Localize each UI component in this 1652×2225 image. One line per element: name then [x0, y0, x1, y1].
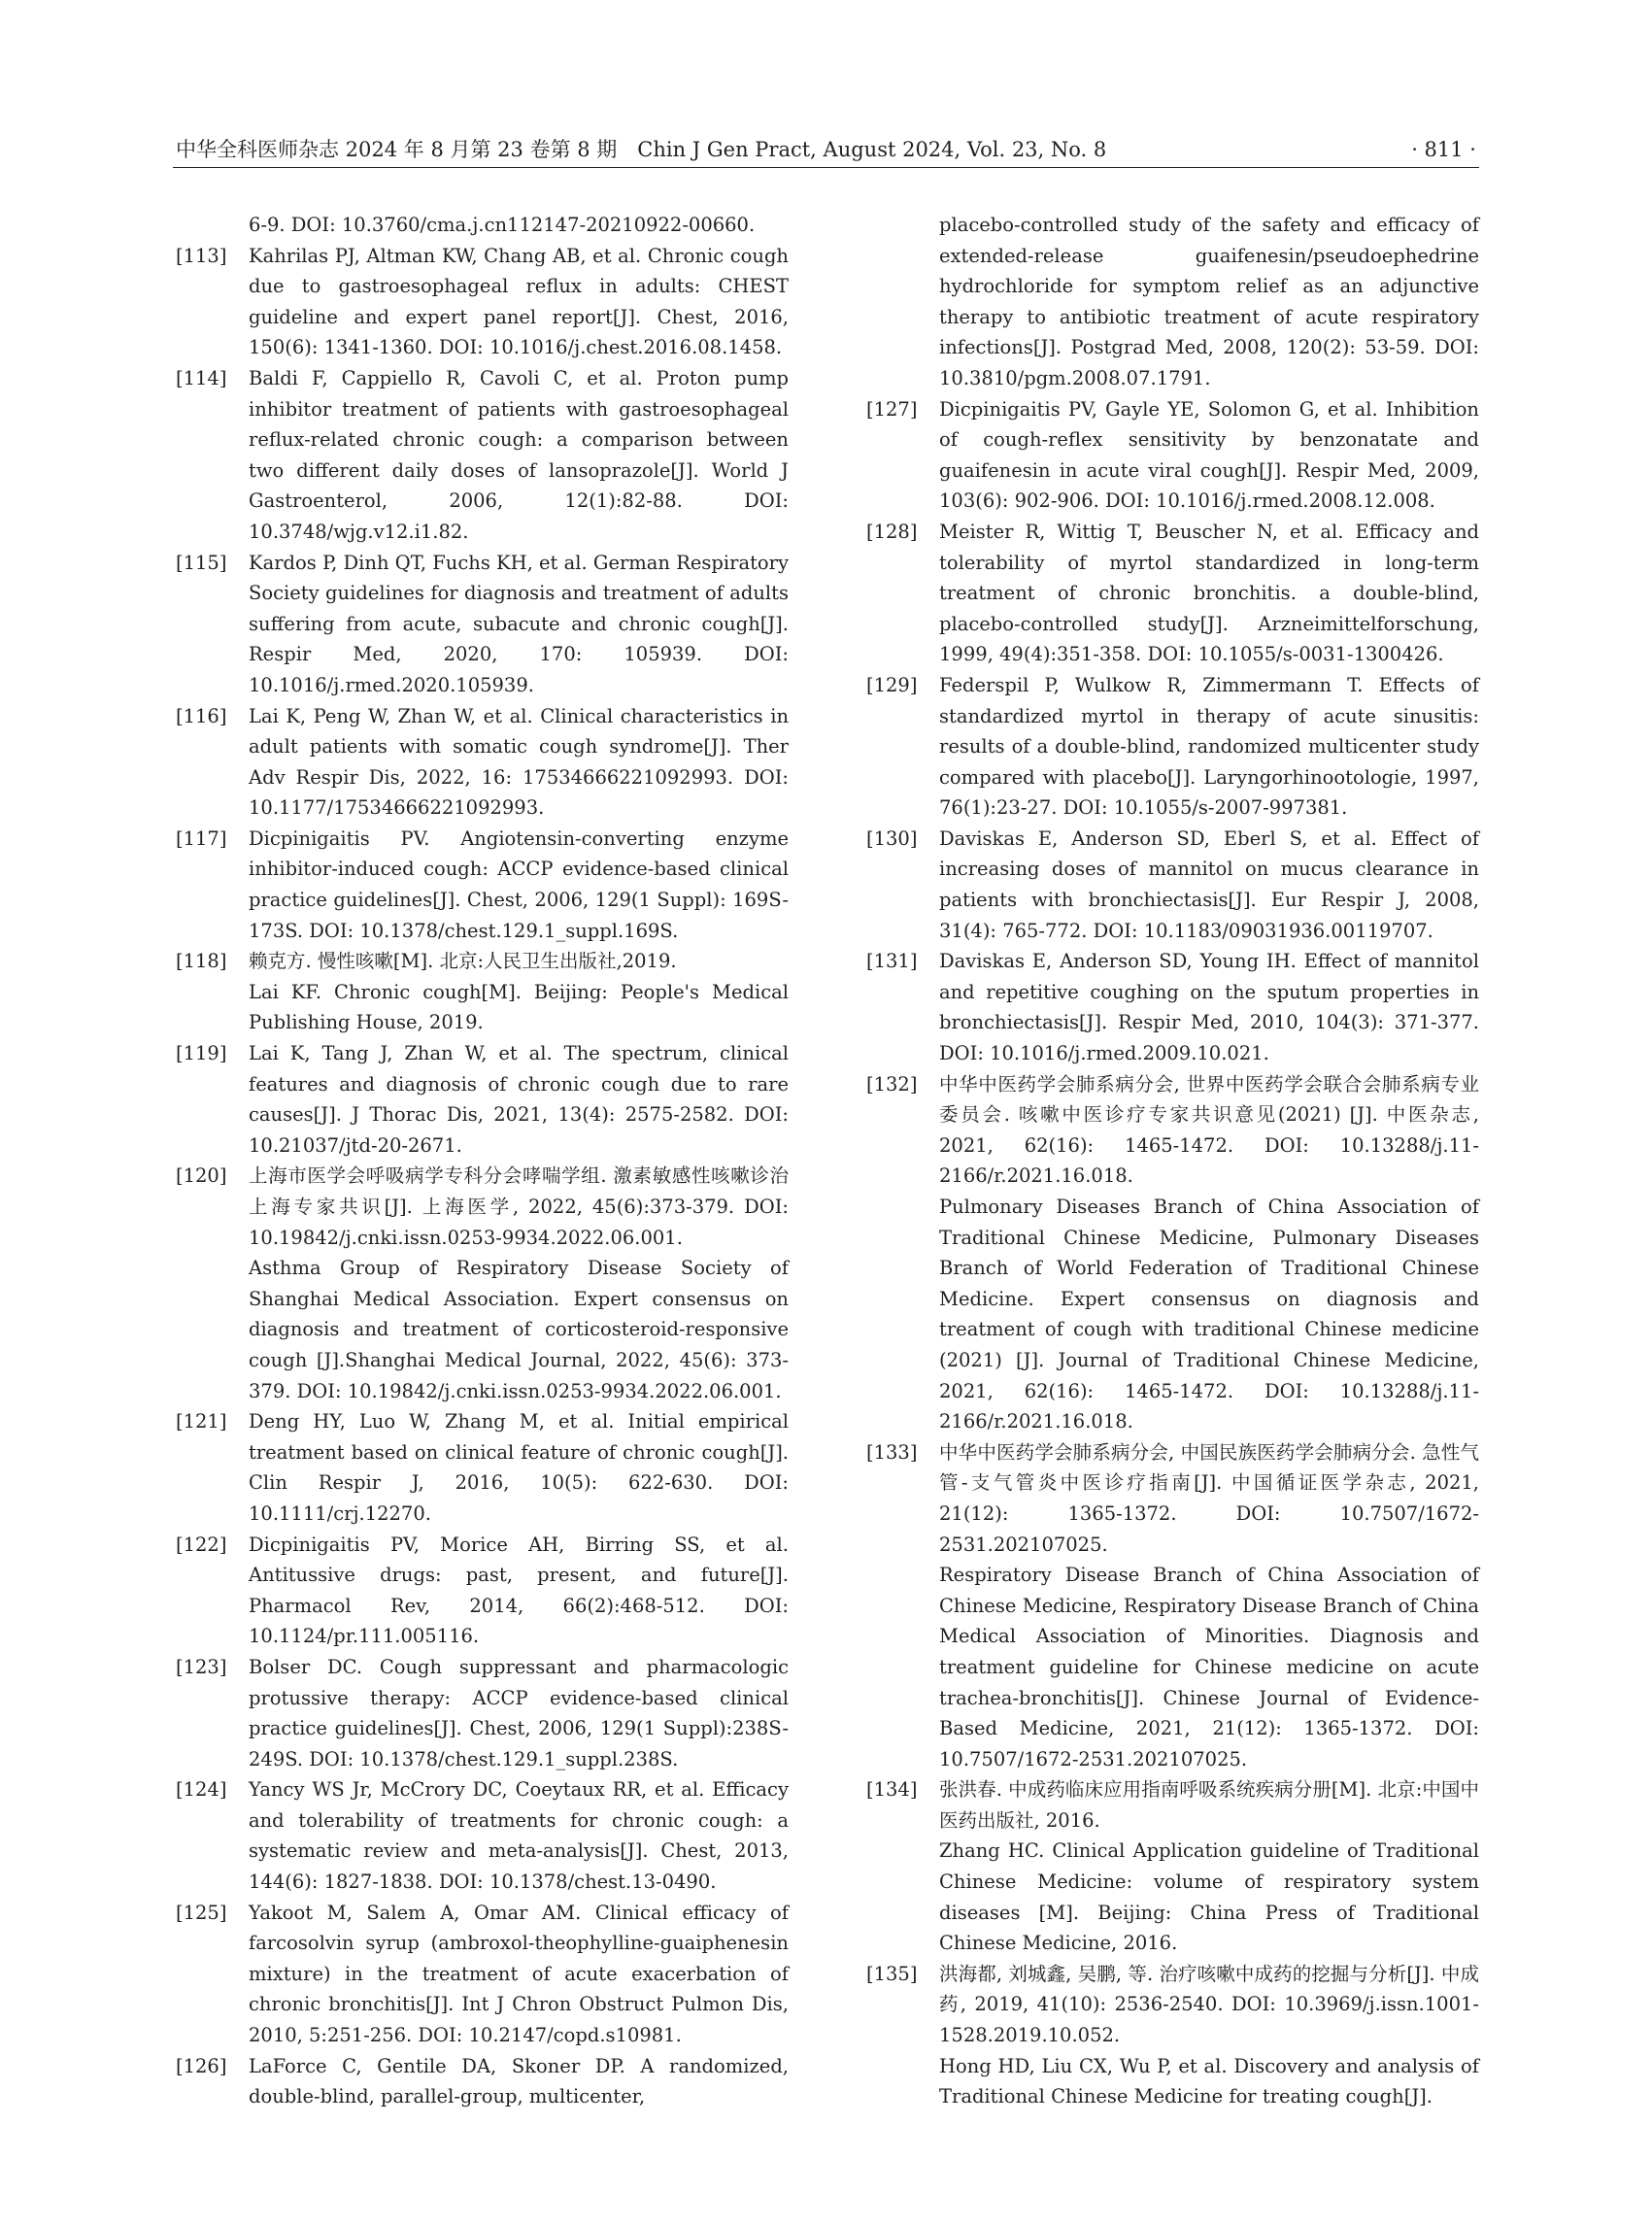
reference-item	[173, 548, 789, 701]
reference-item	[173, 1774, 789, 1897]
reference-item	[173, 210, 789, 241]
reference-number: [131]	[866, 950, 918, 973]
reference-text: 洪海都, 刘城鑫, 吴鹏, 等. 治疗咳嗽中成药的挖掘与分析[J]. 中成药, 2019, 41(10): 2536-2540. DOI: 10.3969/j.issn.1001-1528.2019.10.052.	[939, 1962, 1479, 2047]
reference-number: [119]	[176, 1042, 227, 1065]
reference-text: Bolser DC. Cough suppressant and pharmacologic protussive therapy: ACCP evidence-based clinical practice guidelines[J]. Chest, 2006, 129(1 Suppl):238S-249S. DOI: 10.1378/chest.129.1_suppl.238S.	[249, 1655, 789, 1770]
reference-item	[173, 1161, 789, 1406]
reference-number: [129]	[866, 673, 918, 696]
reference-text: Daviskas E, Anderson SD, Young IH. Effect of mannitol and repetitive coughing on the sputum properties in bronchiectasis[J]. Respir Med, 2010, 104(3): 371-377. DOI: 10.1016/j.rmed.2009.10.021.	[939, 950, 1479, 1065]
reference-number: [126]	[176, 2054, 227, 2077]
reference-item	[173, 701, 789, 824]
reference-text: Dicpinigaitis PV. Angiotensin-converting enzyme inhibitor-induced cough: ACCP evidence-based clinical practice guidelines[J]. Chest, 2006, 129(1 Suppl): 169S-173S. DOI: 10.1378/chest.129.1_suppl.169S.	[249, 826, 789, 942]
page-number: · 811 ·	[1411, 138, 1476, 161]
reference-text: Yakoot M, Salem A, Omar AM. Clinical efficacy of farcosolvin syrup (ambroxol-theophylline-guaiphenesin mixture) in the treatment of acute exacerbation of chronic bronchitis[J]. Int J Chron Obstruct Pulmon Dis, 2010, 5:251-256. DOI: 10.2147/copd.s10981.	[249, 1901, 789, 2047]
reference-text: Asthma Group of Respiratory Disease Society of Shanghai Medical Association. Expert consensus on diagnosis and treatment of corticosteroid-responsive cough [J].Shanghai Medical Journal, 2022, 45(6): 373-379. DOI: 10.19842/j.cnki.issn.0253-9934.2022.06.001.	[249, 1257, 789, 1402]
references-left-column	[173, 210, 789, 2112]
reference-text: Zhang HC. Clinical Application guideline of Traditional Chinese Medicine: volume of respiratory system diseases [M]. Beijing: China Press of Traditional Chinese Medicine, 2016.	[939, 1839, 1479, 1955]
reference-text: Lai K, Tang J, Zhan W, et al. The spectrum, clinical features and diagnosis of chronic cough due to rare causes[J]. J Thorac Dis, 2021, 13(4): 2575-2582. DOI: 10.21037/jtd-20-2671.	[249, 1042, 789, 1157]
reference-text: Federspil P, Wulkow R, Zimmermann T. Effects of standardized myrtol in therapy of acute sinusitis: results of a double-blind, randomized multicenter study compared with placebo[J]. Laryngorhinootologie, 1997, 76(1):23-27. DOI: 10.1055/s-2007-997381.	[939, 673, 1479, 820]
reference-text: 赖克方. 慢性咳嗽[M]. 北京:人民卫生出版社,2019.	[249, 950, 677, 973]
reference-number: [127]	[866, 397, 918, 421]
journal-citation: 中华全科医师杂志 2024 年 8 月第 23 卷第 8 期 Chin J Gen Pract, August 2024, Vol. 23, No. 8	[176, 138, 1107, 161]
reference-text: LaForce C, Gentile DA, Skoner DP. A randomized, double-blind, parallel-group, multicenter,	[249, 2054, 789, 2108]
references-right-column	[863, 210, 1479, 2112]
reference-number: [117]	[176, 826, 227, 850]
reference-number: [118]	[176, 950, 227, 973]
reference-text: Meister R, Wittig T, Beuscher N, et al. Efficacy and tolerability of myrtol standardized in long-term treatment of chronic bronchitis. a double-blind, placebo-controlled study[J]. Arzneimittelforschung, 1999, 49(4):351-358. DOI: 10.1055/s-0031-1300426.	[939, 520, 1479, 666]
reference-text: Lai K, Peng W, Zhan W, et al. Clinical characteristics in adult patients with somatic cough syndrome[J]. Ther Adv Respir Dis, 2022, 16: 17534666221092993. DOI: 10.1177/17534666221092993.	[249, 704, 789, 820]
reference-item	[173, 946, 789, 1038]
reference-text: Baldi F, Cappiello R, Cavoli C, et al. Proton pump inhibitor treatment of patients with gastroesophageal reflux-related chronic cough: a comparison between two different daily doses of lansoprazole[J]. World J Gastroenterol, 2006, 12(1):82-88. DOI: 10.3748/wjg.v12.i1.82.	[249, 366, 789, 543]
reference-item	[173, 1652, 789, 1774]
reference-item	[173, 363, 789, 548]
reference-item	[173, 241, 789, 363]
reference-number: [135]	[866, 1962, 918, 1985]
reference-text: Deng HY, Luo W, Zhang M, et al. Initial empirical treatment based on clinical feature of chronic cough[J]. Clin Respir J, 2016, 10(5): 622-630. DOI: 10.1111/crj.12270.	[249, 1410, 789, 1525]
reference-number: [115]	[176, 551, 227, 574]
reference-item	[863, 824, 1479, 946]
reference-text: Yancy WS Jr, McCrory DC, Coeytaux RR, et al. Efficacy and tolerability of treatments for chronic cough: a systematic review and meta-analysis[J]. Chest, 2013, 144(6): 1827-1838. DOI: 10.1378/chest.13-0490.	[249, 1778, 789, 1894]
reference-number: [113]	[176, 244, 227, 267]
reference-number: [125]	[176, 1901, 227, 1924]
reference-text: Hong HD, Liu CX, Wu P, et al. Discovery and analysis of Traditional Chinese Medicine for treating cough[J].	[939, 2054, 1479, 2108]
reference-text: 6-9. DOI: 10.3760/cma.j.cn112147-20210922-00660.	[249, 214, 756, 236]
reference-item	[173, 2051, 789, 2112]
reference-text: Lai KF. Chronic cough[M]. Beijing: People's Medical Publishing House, 2019.	[249, 980, 789, 1034]
reference-number: [120]	[176, 1164, 227, 1188]
reference-number: [130]	[866, 826, 918, 850]
reference-item	[863, 670, 1479, 824]
reference-number: [121]	[176, 1410, 227, 1433]
reference-number: [133]	[866, 1440, 918, 1464]
reference-text: Dicpinigaitis PV, Morice AH, Birring SS, et al. Antitussive drugs: past, present, and future[J]. Pharmacol Rev, 2014, 66(2):468-512. DOI: 10.1124/pr.111.005116.	[249, 1533, 789, 1648]
reference-item	[173, 1898, 789, 2051]
reference-item	[863, 517, 1479, 670]
reference-number: [116]	[176, 704, 227, 727]
reference-text: Kahrilas PJ, Altman KW, Chang AB, et al. Chronic cough due to gastroesophageal reflux in adults: CHEST guideline and expert panel report[J]. Chest, 2016, 150(6): 1341-1360. DOI: 10.1016/j.chest.2016.08.1458.	[249, 244, 789, 359]
reference-text: 中华中医药学会肺系病分会, 中国民族医药学会肺病分会. 急性气管-支气管炎中医诊疗指南[J]. 中国循证医学杂志, 2021, 21(12): 1365-1372. DOI: 10.7507/1672-2531.202107025.	[939, 1440, 1479, 1556]
reference-item	[863, 946, 1479, 1068]
reference-item	[173, 824, 789, 946]
reference-text: Daviskas E, Anderson SD, Eberl S, et al. Effect of increasing doses of mannitol on mucus clearance in patients with bronchiectasis[J]. Eur Respir J, 2008, 31(4): 765-772. DOI: 10.1183/09031936.00119707.	[939, 826, 1479, 942]
running-header	[173, 132, 1479, 168]
reference-text: Kardos P, Dinh QT, Fuchs KH, et al. German Respiratory Society guidelines for diagnosis and treatment of adults suffering from acute, subacute and chronic cough[J]. Respir Med, 2020, 170: 105939. DOI: 10.1016/j.rmed.2020.105939.	[249, 551, 789, 696]
reference-item	[863, 1069, 1479, 1437]
reference-item	[863, 1959, 1479, 2112]
reference-number: [122]	[176, 1533, 227, 1556]
reference-item	[173, 1406, 789, 1529]
reference-number: [128]	[866, 520, 918, 543]
reference-text: 中华中医药学会肺系病分会, 世界中医药学会联合会肺系病专业委员会. 咳嗽中医诊疗专家共识意见(2021) [J]. 中医杂志, 2021, 62(16): 1465-1472. DOI: 10.13288/j.11-2166/r.2021.16.018.	[939, 1072, 1479, 1188]
reference-item	[173, 1530, 789, 1652]
reference-item	[173, 1038, 789, 1161]
reference-text: 张洪春. 中成药临床应用指南呼吸系统疾病分册[M]. 北京:中国中医药出版社, 2016.	[939, 1778, 1479, 1832]
reference-number: [134]	[866, 1778, 918, 1802]
reference-item	[863, 1437, 1479, 1775]
reference-number: [132]	[866, 1072, 918, 1096]
reference-number: [123]	[176, 1655, 227, 1678]
reference-number: [114]	[176, 366, 227, 389]
reference-text: placebo-controlled study of the safety and efficacy of extended-release guaifenesin/pseudoephedrine hydrochloride for symptom relief as an adjunctive therapy to antibiotic treatment of acute respiratory infections[J]. Postgrad Med, 2008, 120(2): 53-59. DOI: 10.3810/pgm.2008.07.1791.	[939, 214, 1479, 389]
reference-text: Pulmonary Diseases Branch of China Association of Traditional Chinese Medicine, Pulmonary Diseases Branch of World Federation of Traditional Chinese Medicine. Expert consensus on diagnosis and treatment of cough with traditional Chinese medicine (2021) [J]. Journal of Traditional Chinese Medicine, 2021, 62(16): 1465-1472. DOI: 10.13288/j.11-2166/r.2021.16.018.	[939, 1196, 1479, 1433]
reference-text: Respiratory Disease Branch of China Association of Chinese Medicine, Respiratory Disease Branch of China Medical Association of Minorities. Diagnosis and treatment guideline for Chinese medicine on acute trachea-bronchitis[J]. Chinese Journal of Evidence-Based Medicine, 2021, 21(12): 1365-1372. DOI: 10.7507/1672-2531.202107025.	[939, 1564, 1479, 1770]
reference-item	[863, 394, 1479, 517]
reference-number: [124]	[176, 1778, 227, 1802]
reference-item	[863, 210, 1479, 394]
reference-text: Dicpinigaitis PV, Gayle YE, Solomon G, et al. Inhibition of cough-reflex sensitivity by benzonatate and guaifenesin in acute viral cough[J]. Respir Med, 2009, 103(6): 902-906. DOI: 10.1016/j.rmed.2008.12.008.	[939, 397, 1479, 513]
reference-text: 上海市医学会呼吸病学专科分会哮喘学组. 激素敏感性咳嗽诊治上海专家共识[J]. 上海医学, 2022, 45(6):373-379. DOI: 10.19842/j.cnki.issn.0253-9934.2022.06.001.	[249, 1164, 789, 1249]
reference-item	[863, 1774, 1479, 1959]
